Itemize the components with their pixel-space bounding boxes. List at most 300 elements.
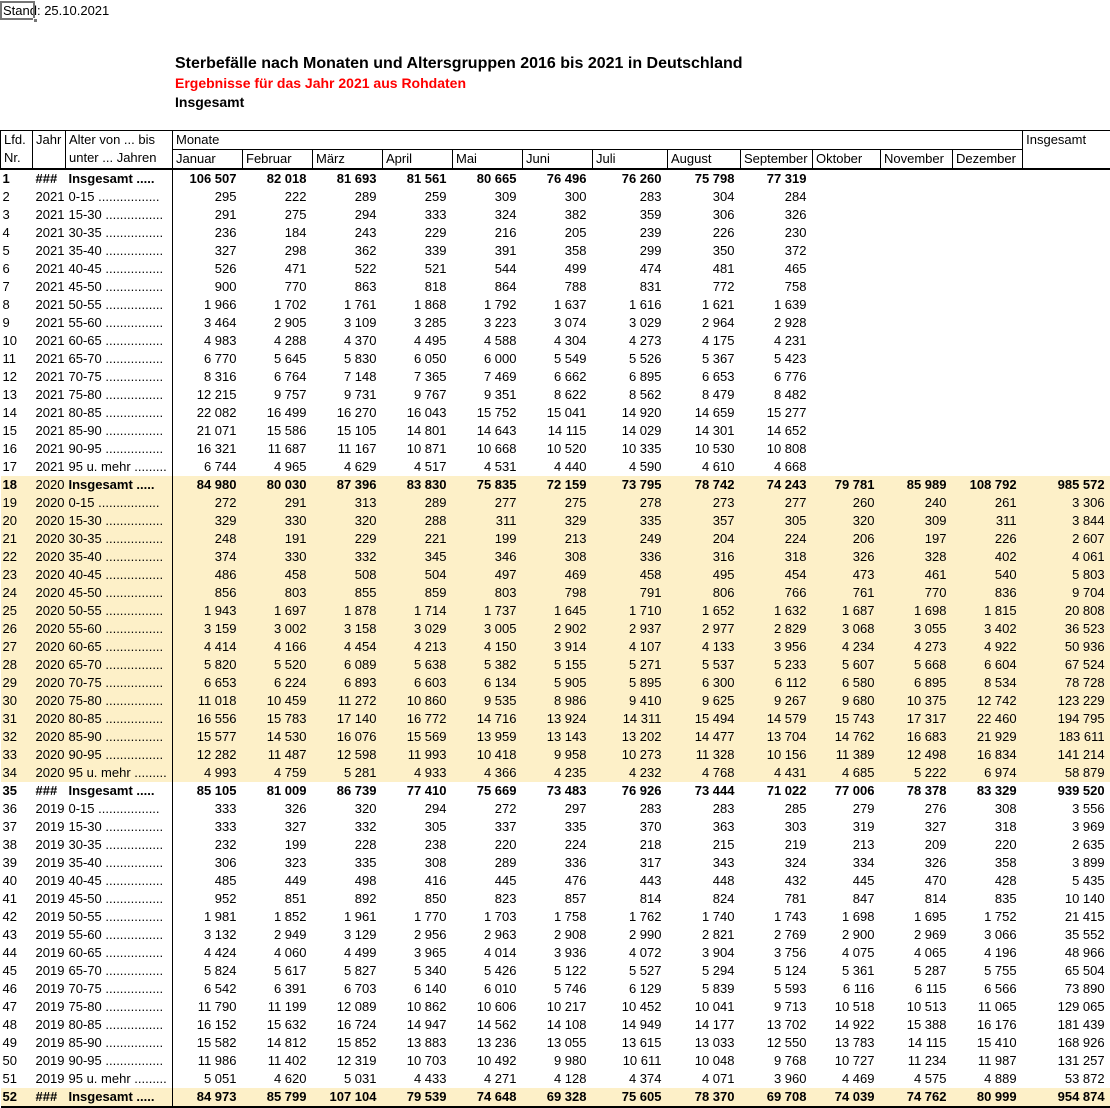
value-cell[interactable]: 194 795 [1023, 710, 1110, 728]
year-cell[interactable]: 2021 [33, 206, 66, 224]
age-group-cell[interactable]: 85-90 ................ [66, 728, 173, 746]
value-cell[interactable]: 3 074 [523, 314, 593, 332]
value-cell[interactable]: 850 [383, 890, 453, 908]
value-cell[interactable]: 80 999 [953, 1088, 1023, 1107]
value-cell[interactable]: 329 [173, 512, 243, 530]
value-cell[interactable]: 10 156 [741, 746, 813, 764]
value-cell[interactable]: 495 [668, 566, 741, 584]
year-cell[interactable]: 2020 [33, 566, 66, 584]
value-cell[interactable]: 261 [953, 494, 1023, 512]
value-cell[interactable]: 449 [243, 872, 313, 890]
value-cell[interactable]: 15 582 [173, 1034, 243, 1052]
year-cell[interactable]: 2020 [33, 746, 66, 764]
year-cell[interactable]: 2021 [33, 404, 66, 422]
value-cell[interactable]: 473 [813, 566, 881, 584]
year-cell[interactable]: 2020 [33, 638, 66, 656]
year-cell[interactable]: 2020 [33, 494, 66, 512]
value-cell[interactable]: 9 713 [741, 998, 813, 1016]
value-cell[interactable]: 14 949 [593, 1016, 668, 1034]
age-group-cell[interactable]: 30-35 ................ [66, 224, 173, 242]
value-cell[interactable]: 362 [313, 242, 383, 260]
value-cell[interactable]: 13 924 [523, 710, 593, 728]
value-cell[interactable]: 836 [953, 584, 1023, 602]
value-cell[interactable]: 183 611 [1023, 728, 1110, 746]
value-cell[interactable]: 220 [953, 836, 1023, 854]
value-cell[interactable]: 1 878 [313, 602, 383, 620]
value-cell[interactable] [813, 350, 881, 368]
value-cell[interactable]: 3 285 [383, 314, 453, 332]
value-cell[interactable]: 9 267 [741, 692, 813, 710]
value-cell[interactable] [1023, 332, 1110, 350]
age-group-cell[interactable]: 35-40 ................ [66, 548, 173, 566]
value-cell[interactable]: 84 980 [173, 476, 243, 494]
value-cell[interactable] [953, 368, 1023, 386]
value-cell[interactable]: 4 271 [453, 1070, 523, 1088]
value-cell[interactable]: 6 895 [593, 368, 668, 386]
value-cell[interactable]: 6 010 [453, 980, 523, 998]
row-number-cell[interactable]: 27 [1, 638, 33, 656]
value-cell[interactable]: 278 [593, 494, 668, 512]
value-cell[interactable]: 77 410 [383, 782, 453, 800]
value-cell[interactable]: 5 617 [243, 962, 313, 980]
age-group-cell[interactable]: 80-85 ................ [66, 404, 173, 422]
value-cell[interactable]: 11 993 [383, 746, 453, 764]
value-cell[interactable]: 2 928 [741, 314, 813, 332]
value-cell[interactable]: 1 966 [173, 296, 243, 314]
value-cell[interactable]: 81 009 [243, 782, 313, 800]
header-month-august[interactable]: August [668, 150, 741, 170]
value-cell[interactable]: 14 311 [593, 710, 668, 728]
value-cell[interactable]: 129 065 [1023, 998, 1110, 1016]
year-cell[interactable]: 2020 [33, 548, 66, 566]
value-cell[interactable]: 72 159 [523, 476, 593, 494]
age-group-cell[interactable]: 60-65 ................ [66, 638, 173, 656]
value-cell[interactable]: 4 273 [593, 332, 668, 350]
value-cell[interactable]: 4 014 [453, 944, 523, 962]
value-cell[interactable]: 13 959 [453, 728, 523, 746]
value-cell[interactable]: 772 [668, 278, 741, 296]
row-number-cell[interactable]: 48 [1, 1016, 33, 1034]
value-cell[interactable]: 1 652 [668, 602, 741, 620]
value-cell[interactable]: 10 520 [523, 440, 593, 458]
value-cell[interactable] [813, 422, 881, 440]
row-number-cell[interactable]: 52 [1, 1088, 33, 1107]
age-group-cell[interactable]: Insgesamt ..... [66, 476, 173, 494]
value-cell[interactable]: 10 273 [593, 746, 668, 764]
value-cell[interactable]: 2 902 [523, 620, 593, 638]
value-cell[interactable]: 4 768 [668, 764, 741, 782]
value-cell[interactable]: 4 922 [953, 638, 1023, 656]
value-cell[interactable] [881, 314, 953, 332]
value-cell[interactable]: 458 [243, 566, 313, 584]
value-cell[interactable]: 333 [173, 818, 243, 836]
value-cell[interactable]: 770 [243, 278, 313, 296]
value-cell[interactable]: 204 [668, 530, 741, 548]
selected-cell-cursor[interactable] [0, 1, 35, 20]
value-cell[interactable]: 835 [953, 890, 1023, 908]
value-cell[interactable]: 259 [383, 188, 453, 206]
value-cell[interactable]: 181 439 [1023, 1016, 1110, 1034]
value-cell[interactable]: 2 908 [523, 926, 593, 944]
row-number-cell[interactable]: 16 [1, 440, 33, 458]
value-cell[interactable]: 391 [453, 242, 523, 260]
value-cell[interactable]: 73 444 [668, 782, 741, 800]
value-cell[interactable]: 229 [313, 530, 383, 548]
value-cell[interactable]: 3 055 [881, 620, 953, 638]
value-cell[interactable]: 320 [313, 800, 383, 818]
value-cell[interactable]: 15 410 [953, 1034, 1023, 1052]
value-cell[interactable]: 16 321 [173, 440, 243, 458]
value-cell[interactable]: 2 964 [668, 314, 741, 332]
value-cell[interactable]: 14 716 [453, 710, 523, 728]
row-number-cell[interactable]: 31 [1, 710, 33, 728]
value-cell[interactable]: 5 827 [313, 962, 383, 980]
value-cell[interactable]: 328 [881, 548, 953, 566]
value-cell[interactable]: 10 862 [383, 998, 453, 1016]
age-group-cell[interactable]: 30-35 ................ [66, 836, 173, 854]
value-cell[interactable]: 305 [741, 512, 813, 530]
value-cell[interactable]: 3 956 [741, 638, 813, 656]
year-cell[interactable]: 2019 [33, 890, 66, 908]
value-cell[interactable]: 326 [243, 800, 313, 818]
value-cell[interactable]: 5 830 [313, 350, 383, 368]
value-cell[interactable]: 317 [593, 854, 668, 872]
value-cell[interactable]: 15 041 [523, 404, 593, 422]
value-cell[interactable]: 4 629 [313, 458, 383, 476]
value-cell[interactable]: 5 294 [668, 962, 741, 980]
value-cell[interactable]: 766 [741, 584, 813, 602]
value-cell[interactable]: 15 277 [741, 404, 813, 422]
value-cell[interactable]: 289 [313, 188, 383, 206]
value-cell[interactable]: 10 668 [453, 440, 523, 458]
value-cell[interactable]: 4 424 [173, 944, 243, 962]
value-cell[interactable]: 1 868 [383, 296, 453, 314]
row-number-cell[interactable]: 11 [1, 350, 33, 368]
age-group-cell[interactable]: 35-40 ................ [66, 854, 173, 872]
value-cell[interactable]: 309 [453, 188, 523, 206]
value-cell[interactable]: 77 319 [741, 169, 813, 188]
value-cell[interactable]: 10 808 [741, 440, 813, 458]
value-cell[interactable]: 497 [453, 566, 523, 584]
row-number-cell[interactable]: 26 [1, 620, 33, 638]
value-cell[interactable]: 788 [523, 278, 593, 296]
value-cell[interactable]: 7 365 [383, 368, 453, 386]
value-cell[interactable]: 15 569 [383, 728, 453, 746]
value-cell[interactable]: 11 389 [813, 746, 881, 764]
value-cell[interactable] [813, 296, 881, 314]
value-cell[interactable]: 1 616 [593, 296, 668, 314]
value-cell[interactable]: 11 167 [313, 440, 383, 458]
value-cell[interactable]: 10 860 [383, 692, 453, 710]
value-cell[interactable]: 272 [453, 800, 523, 818]
value-cell[interactable]: 4 454 [313, 638, 383, 656]
value-cell[interactable]: 3 129 [313, 926, 383, 944]
value-cell[interactable]: 17 140 [313, 710, 383, 728]
value-cell[interactable] [881, 242, 953, 260]
value-cell[interactable] [881, 422, 953, 440]
value-cell[interactable]: 3 223 [453, 314, 523, 332]
value-cell[interactable]: 329 [523, 512, 593, 530]
value-cell[interactable]: 445 [453, 872, 523, 890]
value-cell[interactable]: 5 124 [741, 962, 813, 980]
value-cell[interactable]: 3 029 [383, 620, 453, 638]
value-cell[interactable]: 14 643 [453, 422, 523, 440]
value-cell[interactable]: 13 055 [523, 1034, 593, 1052]
value-cell[interactable] [881, 350, 953, 368]
value-cell[interactable]: 14 812 [243, 1034, 313, 1052]
value-cell[interactable]: 3 005 [453, 620, 523, 638]
value-cell[interactable]: 335 [593, 512, 668, 530]
row-number-cell[interactable]: 30 [1, 692, 33, 710]
value-cell[interactable]: 76 496 [523, 169, 593, 188]
value-cell[interactable] [813, 188, 881, 206]
value-cell[interactable]: 10 048 [668, 1052, 741, 1070]
value-cell[interactable]: 758 [741, 278, 813, 296]
value-cell[interactable]: 5 638 [383, 656, 453, 674]
value-cell[interactable]: 6 764 [243, 368, 313, 386]
value-cell[interactable]: 4 231 [741, 332, 813, 350]
value-cell[interactable]: 1 961 [313, 908, 383, 926]
year-cell[interactable]: 2021 [33, 458, 66, 476]
value-cell[interactable]: 3 029 [593, 314, 668, 332]
value-cell[interactable]: 4 983 [173, 332, 243, 350]
value-cell[interactable]: 358 [523, 242, 593, 260]
value-cell[interactable] [1023, 224, 1110, 242]
value-cell[interactable]: 10 727 [813, 1052, 881, 1070]
value-cell[interactable]: 277 [453, 494, 523, 512]
value-cell[interactable]: 8 534 [953, 674, 1023, 692]
value-cell[interactable]: 206 [813, 530, 881, 548]
header-month-juli[interactable]: Juli [593, 150, 668, 170]
value-cell[interactable]: 80 030 [243, 476, 313, 494]
row-number-cell[interactable]: 1 [1, 169, 33, 188]
value-cell[interactable]: 481 [668, 260, 741, 278]
row-number-cell[interactable]: 47 [1, 998, 33, 1016]
value-cell[interactable]: 824 [668, 890, 741, 908]
value-cell[interactable]: 1 981 [173, 908, 243, 926]
value-cell[interactable]: 2 969 [881, 926, 953, 944]
value-cell[interactable]: 6 744 [173, 458, 243, 476]
row-number-cell[interactable]: 38 [1, 836, 33, 854]
value-cell[interactable] [813, 332, 881, 350]
value-cell[interactable]: 298 [243, 242, 313, 260]
value-cell[interactable]: 4 234 [813, 638, 881, 656]
value-cell[interactable]: 87 396 [313, 476, 383, 494]
year-cell[interactable]: 2021 [33, 224, 66, 242]
row-number-cell[interactable]: 22 [1, 548, 33, 566]
value-cell[interactable]: 16 076 [313, 728, 383, 746]
value-cell[interactable]: 75 669 [453, 782, 523, 800]
page-subtitle[interactable]: Ergebnisse für das Jahr 2021 aus Rohdaten [175, 74, 743, 93]
value-cell[interactable]: 4 107 [593, 638, 668, 656]
value-cell[interactable]: 8 316 [173, 368, 243, 386]
value-cell[interactable]: 16 499 [243, 404, 313, 422]
value-cell[interactable]: 6 224 [243, 674, 313, 692]
value-cell[interactable]: 357 [668, 512, 741, 530]
age-group-cell[interactable]: 85-90 ................ [66, 1034, 173, 1052]
value-cell[interactable]: 6 000 [453, 350, 523, 368]
value-cell[interactable]: 82 018 [243, 169, 313, 188]
year-cell[interactable]: 2019 [33, 908, 66, 926]
value-cell[interactable]: 4 620 [243, 1070, 313, 1088]
age-group-cell[interactable]: 70-75 ................ [66, 980, 173, 998]
value-cell[interactable]: 79 539 [383, 1088, 453, 1107]
value-cell[interactable]: 806 [668, 584, 741, 602]
header-month-mai[interactable]: Mai [453, 150, 523, 170]
value-cell[interactable]: 4 590 [593, 458, 668, 476]
row-number-cell[interactable]: 2 [1, 188, 33, 206]
value-cell[interactable] [1023, 260, 1110, 278]
value-cell[interactable]: 818 [383, 278, 453, 296]
value-cell[interactable]: 305 [383, 818, 453, 836]
value-cell[interactable]: 216 [453, 224, 523, 242]
value-cell[interactable]: 81 561 [383, 169, 453, 188]
year-cell[interactable]: ### [33, 169, 66, 188]
value-cell[interactable]: 272 [173, 494, 243, 512]
value-cell[interactable]: 79 781 [813, 476, 881, 494]
age-group-cell[interactable]: 90-95 ................ [66, 440, 173, 458]
year-cell[interactable]: 2021 [33, 278, 66, 296]
value-cell[interactable]: 308 [383, 854, 453, 872]
value-cell[interactable]: 10 041 [668, 998, 741, 1016]
year-cell[interactable]: 2020 [33, 710, 66, 728]
age-group-cell[interactable]: Insgesamt ..... [66, 1088, 173, 1107]
row-number-cell[interactable]: 50 [1, 1052, 33, 1070]
row-number-cell[interactable]: 5 [1, 242, 33, 260]
value-cell[interactable]: 1 770 [383, 908, 453, 926]
year-cell[interactable]: 2020 [33, 692, 66, 710]
row-number-cell[interactable]: 29 [1, 674, 33, 692]
row-number-cell[interactable]: 28 [1, 656, 33, 674]
value-cell[interactable]: 3 109 [313, 314, 383, 332]
year-cell[interactable]: 2019 [33, 836, 66, 854]
value-cell[interactable]: 197 [881, 530, 953, 548]
value-cell[interactable]: 3 464 [173, 314, 243, 332]
value-cell[interactable]: 372 [741, 242, 813, 260]
value-cell[interactable] [953, 188, 1023, 206]
value-cell[interactable]: 75 605 [593, 1088, 668, 1107]
value-cell[interactable]: 84 973 [173, 1088, 243, 1107]
cell-fill-handle-icon[interactable] [33, 18, 38, 23]
value-cell[interactable] [953, 224, 1023, 242]
value-cell[interactable] [881, 169, 953, 188]
value-cell[interactable]: 5 382 [453, 656, 523, 674]
year-cell[interactable]: 2019 [33, 1070, 66, 1088]
value-cell[interactable]: 847 [813, 890, 881, 908]
value-cell[interactable]: 53 872 [1023, 1070, 1110, 1088]
value-cell[interactable]: 123 229 [1023, 692, 1110, 710]
value-cell[interactable] [813, 206, 881, 224]
value-cell[interactable] [953, 386, 1023, 404]
value-cell[interactable]: 15 783 [243, 710, 313, 728]
value-cell[interactable] [1023, 188, 1110, 206]
age-group-cell[interactable]: 65-70 ................ [66, 656, 173, 674]
value-cell[interactable]: 504 [383, 566, 453, 584]
value-cell[interactable]: 6 140 [383, 980, 453, 998]
value-cell[interactable]: 218 [593, 836, 668, 854]
value-cell[interactable]: 5 287 [881, 962, 953, 980]
value-cell[interactable] [813, 404, 881, 422]
value-cell[interactable]: 374 [173, 548, 243, 566]
value-cell[interactable]: 474 [593, 260, 668, 278]
value-cell[interactable]: 3 914 [523, 638, 593, 656]
value-cell[interactable]: 275 [523, 494, 593, 512]
value-cell[interactable]: 6 566 [953, 980, 1023, 998]
value-cell[interactable]: 416 [383, 872, 453, 890]
value-cell[interactable] [881, 260, 953, 278]
row-number-cell[interactable]: 14 [1, 404, 33, 422]
value-cell[interactable]: 15 852 [313, 1034, 383, 1052]
value-cell[interactable]: 359 [593, 206, 668, 224]
value-cell[interactable]: 9 767 [383, 386, 453, 404]
value-cell[interactable] [881, 188, 953, 206]
value-cell[interactable]: 4 685 [813, 764, 881, 782]
value-cell[interactable]: 14 579 [741, 710, 813, 728]
value-cell[interactable]: 1 621 [668, 296, 741, 314]
value-cell[interactable]: 8 482 [741, 386, 813, 404]
page-title[interactable]: Sterbefälle nach Monaten und Altersgruppen 2016 bis 2021 in Deutschland [175, 54, 743, 74]
age-group-cell[interactable]: 0-15 ................. [66, 188, 173, 206]
value-cell[interactable]: 6 129 [593, 980, 668, 998]
value-cell[interactable]: 78 378 [881, 782, 953, 800]
value-cell[interactable]: 814 [593, 890, 668, 908]
year-cell[interactable]: 2020 [33, 656, 66, 674]
value-cell[interactable]: 4 588 [453, 332, 523, 350]
value-cell[interactable]: 324 [453, 206, 523, 224]
value-cell[interactable]: 851 [243, 890, 313, 908]
value-cell[interactable]: 1 792 [453, 296, 523, 314]
value-cell[interactable]: 485 [173, 872, 243, 890]
value-cell[interactable]: 952 [173, 890, 243, 908]
value-cell[interactable]: 6 300 [668, 674, 741, 692]
value-cell[interactable]: 295 [173, 188, 243, 206]
value-cell[interactable]: 5 222 [881, 764, 953, 782]
year-cell[interactable]: 2019 [33, 872, 66, 890]
age-group-cell[interactable]: 30-35 ................ [66, 530, 173, 548]
year-cell[interactable]: 2019 [33, 944, 66, 962]
value-cell[interactable]: 299 [593, 242, 668, 260]
age-group-cell[interactable]: 70-75 ................ [66, 674, 173, 692]
value-cell[interactable] [1023, 422, 1110, 440]
value-cell[interactable]: 6 112 [741, 674, 813, 692]
age-group-cell[interactable]: 65-70 ................ [66, 962, 173, 980]
value-cell[interactable]: 13 033 [668, 1034, 741, 1052]
value-cell[interactable]: 85 799 [243, 1088, 313, 1107]
value-cell[interactable]: 5 755 [953, 962, 1023, 980]
value-cell[interactable]: 448 [668, 872, 741, 890]
value-cell[interactable]: 4 060 [243, 944, 313, 962]
age-group-cell[interactable]: 15-30 ................ [66, 512, 173, 530]
value-cell[interactable]: 13 704 [741, 728, 813, 746]
row-number-cell[interactable]: 18 [1, 476, 33, 494]
value-cell[interactable] [953, 332, 1023, 350]
header-month-maerz[interactable]: März [313, 150, 383, 170]
value-cell[interactable]: 9 410 [593, 692, 668, 710]
value-cell[interactable]: 15 752 [453, 404, 523, 422]
value-cell[interactable]: 3 965 [383, 944, 453, 962]
value-cell[interactable]: 240 [881, 494, 953, 512]
value-cell[interactable]: 3 068 [813, 620, 881, 638]
value-cell[interactable]: 276 [881, 800, 953, 818]
value-cell[interactable]: 1 703 [453, 908, 523, 926]
stand-date-cell[interactable]: Stand: 25.10.2021 [3, 3, 109, 18]
value-cell[interactable]: 83 830 [383, 476, 453, 494]
value-cell[interactable]: 5 537 [668, 656, 741, 674]
value-cell[interactable]: 3 158 [313, 620, 383, 638]
value-cell[interactable]: 10 871 [383, 440, 453, 458]
value-cell[interactable]: 324 [741, 854, 813, 872]
value-cell[interactable]: 486 [173, 566, 243, 584]
